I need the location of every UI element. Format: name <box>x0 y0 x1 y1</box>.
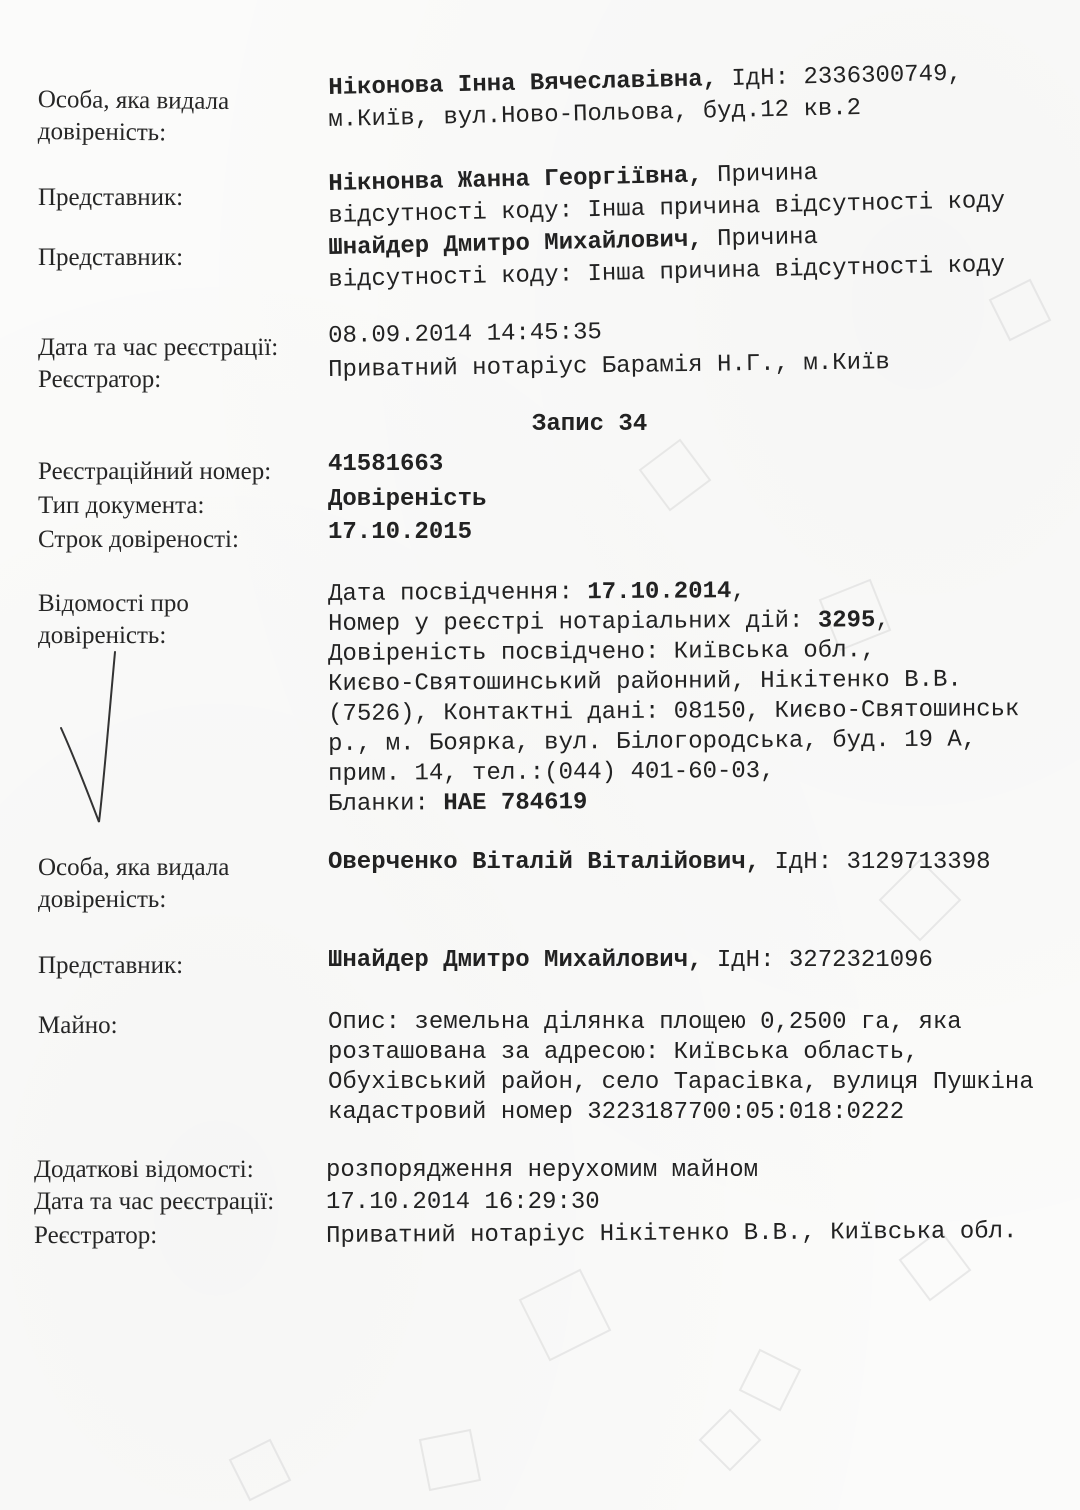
registration-datetime-label-2: Дата та час реєстрації: <box>34 1188 275 1215</box>
issuer-label-2: Особа, яка видала <box>38 854 230 881</box>
top-rep1-reason: відсутності коду: Інша причина відсутності коду <box>328 187 1006 230</box>
property-line-1: Опис: земельна ділянка площею 0,2500 га, яка <box>328 1009 962 1036</box>
poa-term-value: 17.10.2015 <box>328 519 473 546</box>
top-rep2-reason-a: Причина <box>702 223 819 254</box>
certification-date-value: 17.10.2014 <box>587 578 732 607</box>
representative-label-2: Представник: <box>38 244 184 271</box>
record-issuer-name: Оверченко Віталій Віталійович, <box>328 849 761 876</box>
poa-info-line-3: Довіреність посвідчено: Київська обл., <box>328 637 876 668</box>
record-rep-id: ІдН: 3272321096 <box>702 947 933 974</box>
document-type-value: Довіреність <box>328 486 487 513</box>
issuer-label-1b: довіреність: <box>37 117 167 147</box>
poa-info-line-5: (7526), Контактні дані: 08150, Києво-Святошинськ <box>328 696 1020 728</box>
notary-register-comma: , <box>875 607 890 635</box>
registration-datetime-label-1: Дата та час реєстрації: <box>38 334 279 361</box>
record-rep-line <box>328 946 933 976</box>
poa-info-line-8 <box>328 788 587 820</box>
property-line-3: Обухівський район, село Тарасівка, вулиця Пушкіна <box>328 1069 1034 1096</box>
registration-number-value: 41581663 <box>328 451 444 478</box>
poa-info-line-7: прим. 14, тел.:(044) 401-60-03, <box>328 757 775 788</box>
top-rep2-reason: відсутності коду: Інша причина відсутності коду <box>328 251 1006 294</box>
poa-info-label: Відомості про <box>38 590 189 617</box>
top-registrar: Приватний нотаріус Барамія Н.Г., м.Київ <box>328 349 891 384</box>
record-rep-name: Шнайдер Дмитро Михайлович, <box>328 947 703 974</box>
property-line-4: кадастровий номер 3223187700:05:018:0222 <box>328 1099 905 1126</box>
additional-info-value: розпорядження нерухомим майном <box>326 1157 759 1184</box>
record-issuer-id: ІдН: 3129713398 <box>760 849 991 876</box>
poa-info-line-1 <box>328 577 746 610</box>
record-issuer-line <box>328 848 991 878</box>
registrar-label-1: Реєстратор: <box>38 366 162 393</box>
top-issuer-name: Ніконова Інна Вячеславівна, <box>328 66 718 102</box>
handwritten-check-mark <box>55 650 135 830</box>
additional-info-label: Додаткові відомості: <box>34 1156 254 1183</box>
poa-info-line-2 <box>328 606 890 640</box>
notary-register-label: Номер у реєстрі нотаріальних дій: <box>328 607 818 638</box>
representative-label-3: Представник: <box>38 952 184 979</box>
top-issuer-address: м.Київ, вул.Ново-Польова, буд.12 кв.2 <box>328 94 862 134</box>
poa-info-label-b: довіреність: <box>38 622 167 649</box>
poa-info-line-4: Києво-Святошинський районний, Нікітенко В.В. <box>328 666 962 698</box>
blanks-value: НАЕ 784619 <box>443 789 588 818</box>
top-rep2-name: Шнайдер Дмитро Михайлович, <box>328 226 704 262</box>
top-rep1-name: Нікнонва Жанна Георгіївна, <box>328 162 704 198</box>
certification-date-comma: , <box>731 578 746 606</box>
top-registration-datetime: 08.09.2014 14:45:35 <box>328 319 603 350</box>
notary-register-value: 3295 <box>817 607 876 635</box>
issuer-label-1: Особа, яка видала <box>37 85 230 116</box>
record-heading: Запис 34 <box>532 411 648 438</box>
top-issuer-id: ІдН: 2336300749, <box>716 60 963 94</box>
issuer-label-2b: довіреність: <box>38 886 167 913</box>
poa-info-line-6: р., м. Боярка, вул. Білогородська, буд. 19 А, <box>328 726 977 758</box>
top-issuer-line <box>328 60 962 104</box>
representative-label-1: Представник: <box>38 184 184 211</box>
registration-number-label: Реєстраційний номер: <box>38 458 272 485</box>
property-label: Майно: <box>38 1012 118 1039</box>
registrar-value-2: Приватний нотаріус Нікітенко В.В., Київська обл. <box>326 1218 1018 1250</box>
document-type-label: Тип документа: <box>38 492 205 519</box>
poa-term-label: Строк довіреності: <box>38 526 239 553</box>
top-rep1-reason-a: Причина <box>702 159 819 190</box>
blanks-label: Бланки: <box>328 790 444 818</box>
certification-date-label: Дата посвідчення: <box>328 579 588 608</box>
registration-datetime-value-2: 17.10.2014 16:29:30 <box>326 1189 600 1216</box>
property-line-2: розташована за адресою: Київська область, <box>328 1039 919 1066</box>
registrar-label-2: Реєстратор: <box>34 1222 158 1249</box>
